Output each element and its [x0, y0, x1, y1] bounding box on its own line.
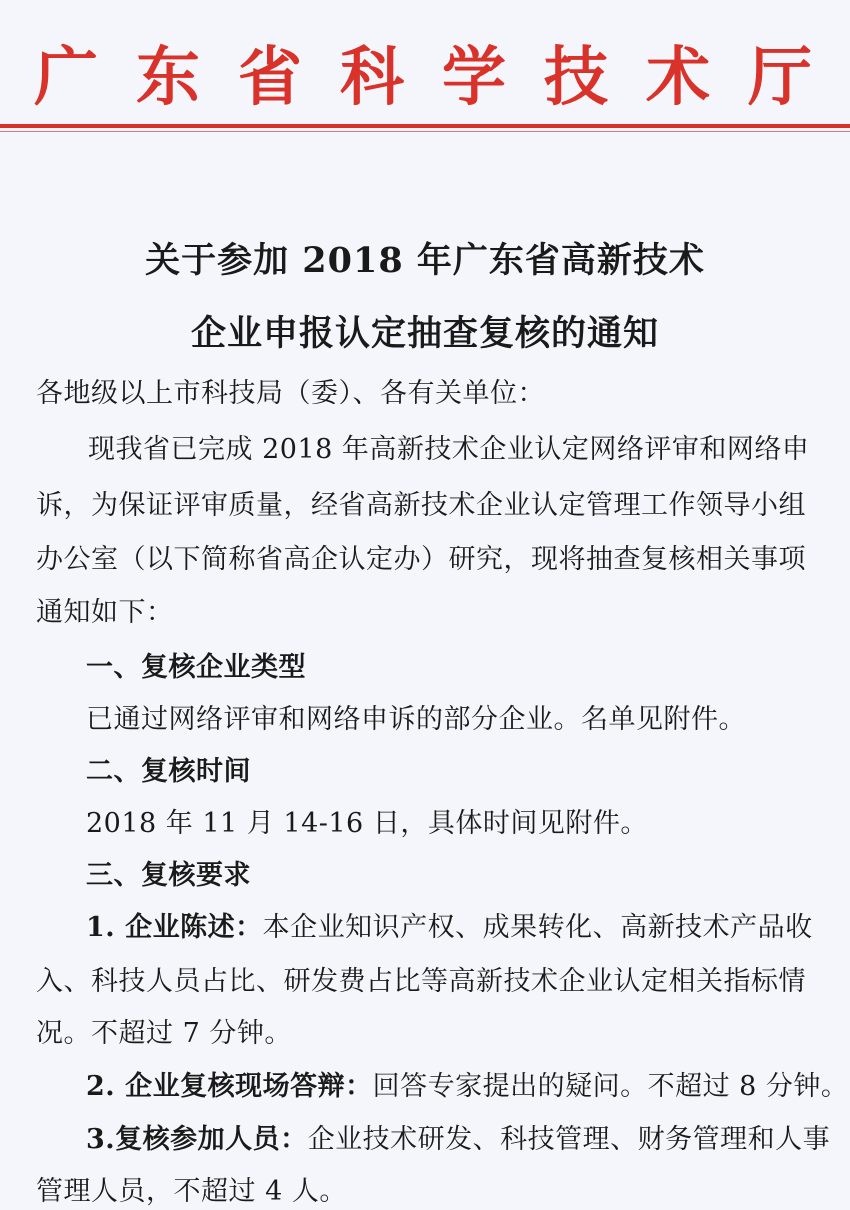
intro-line: 办公室（以下简称省高企认定办）研究，现将抽查复核相关事项 [36, 544, 806, 575]
intro-line: 现我省已完成 2018 年高新技术企业认定网络评审和网络申 [88, 434, 810, 465]
requirement-item-1 [86, 914, 813, 941]
letterhead-char: 厅 [748, 41, 812, 115]
requirement-label: 3.复核参加人员： [86, 1124, 308, 1155]
letterhead-char: 东 [136, 41, 200, 115]
salutation: 各地级以上市科技局（委）、各有关单位： [36, 378, 545, 409]
intro-line: 诉，为保证评审质量，经省高新技术企业认定管理工作领导小组 [36, 490, 806, 521]
requirement-text-line: 管理人员，不超过 4 人。 [36, 1176, 347, 1207]
requirement-label: 1. 企业陈述： [86, 912, 263, 943]
letterhead-char: 广 [34, 41, 98, 115]
requirement-item-3 [86, 1126, 830, 1153]
letterhead-char: 术 [646, 41, 710, 115]
letterhead-char: 省 [238, 41, 302, 115]
requirement-text: 回答专家提出的疑问。不超过 8 分钟。 [372, 1071, 849, 1102]
letterhead-char: 技 [544, 41, 608, 115]
letterhead-char: 学 [442, 41, 506, 115]
intro-line: 通知如下： [36, 597, 174, 628]
requirement-label: 2. 企业复核现场答辩： [86, 1071, 373, 1102]
requirement-item-2 [86, 1073, 848, 1100]
document-title-line2: 企业申报认定抽查复核的通知 [190, 313, 659, 354]
letterhead-char: 科 [340, 41, 404, 115]
section-body: 2018 年 11 月 14-16 日，具体时间见附件。 [86, 808, 648, 839]
section-heading: 三、复核要求 [86, 860, 251, 891]
section-heading: 二、复核时间 [86, 756, 251, 787]
document-title-line1: 关于参加 2018 年广东省高新技术 [145, 240, 705, 281]
requirement-text: 企业技术研发、科技管理、财务管理和人事 [307, 1124, 831, 1155]
section-body: 已通过网络评审和网络申诉的部分企业。名单见附件。 [86, 704, 746, 735]
section-heading: 一、复核企业类型 [86, 652, 306, 683]
requirement-text-line: 况。不超过 7 分钟。 [36, 1018, 292, 1049]
requirement-text: 本企业知识产权、成果转化、高新技术产品收 [262, 912, 813, 943]
requirement-text-line: 入、科技人员占比、研发费占比等高新技术企业认定相关指标情 [36, 966, 806, 997]
red-divider [0, 124, 850, 128]
red-divider-thin [0, 131, 850, 132]
letterhead [0, 36, 850, 115]
